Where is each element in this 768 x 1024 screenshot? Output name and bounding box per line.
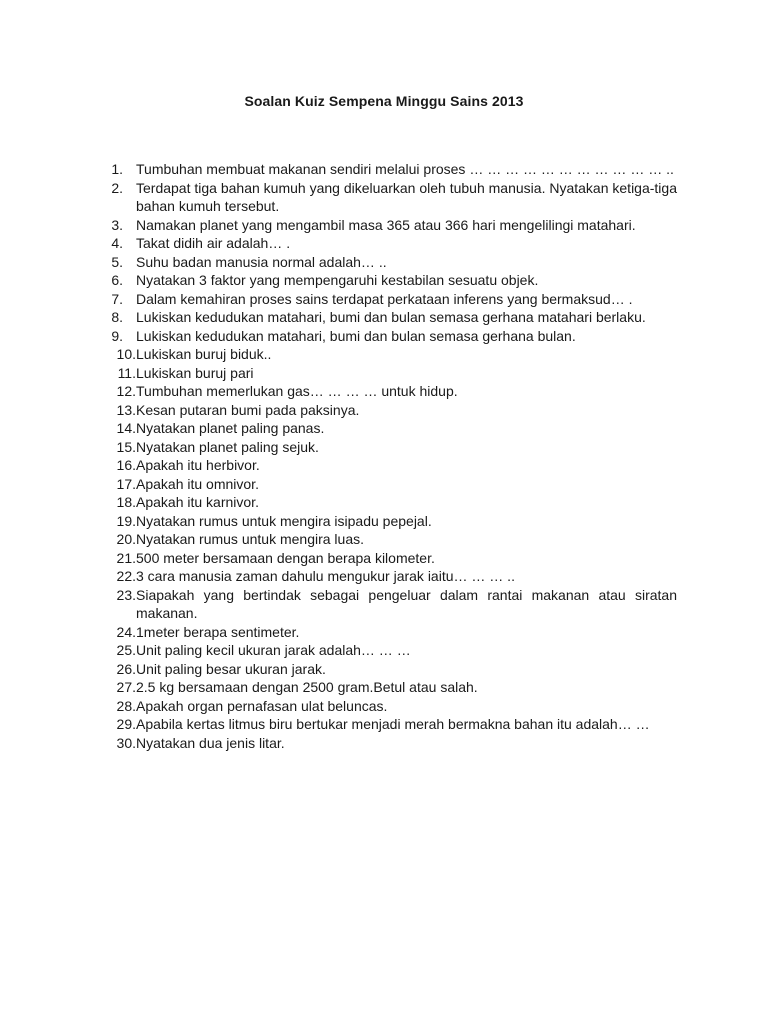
question-item [104, 623, 677, 642]
question-number: 19. [116, 512, 136, 529]
question-text: Dalam kemahiran proses sains terdapat perkataan inferens yang bermaksud… . [136, 290, 633, 307]
question-number: 6. [111, 272, 123, 288]
question-item [104, 401, 677, 420]
question-item [104, 419, 677, 438]
question-number: 14. [116, 420, 136, 436]
question-item [104, 271, 677, 290]
question-text: Nyatakan dua jenis litar. [136, 734, 285, 751]
question-item [104, 678, 677, 697]
question-item [104, 290, 677, 309]
question-number: 27. [116, 679, 136, 695]
question-number: 20. [116, 531, 136, 547]
question-number: 8. [111, 309, 123, 325]
question-number: 26. [116, 660, 136, 677]
question-text: Apakah itu herbivor. [136, 457, 260, 473]
question-text: Nyatakan planet paling panas. [136, 420, 325, 436]
question-number: 17. [116, 475, 136, 492]
question-number: 28. [116, 697, 136, 714]
question-number: 23. [116, 586, 136, 603]
question-number: 15. [116, 438, 136, 455]
question-text: 1meter berapa sentimeter. [136, 623, 300, 640]
question-item [104, 549, 677, 568]
question-number: 12. [116, 383, 136, 399]
question-text: Tumbuhan memerlukan gas… … … … untuk hidup. [136, 383, 458, 399]
question-text: Lukiskan kedudukan matahari, bumi dan bulan semasa gerhana bulan. [136, 327, 576, 344]
question-number: 3. [111, 216, 123, 233]
question-item [104, 456, 677, 475]
question-item [104, 641, 677, 660]
question-item [104, 715, 677, 734]
question-number: 7. [111, 290, 123, 307]
question-number: 4. [111, 235, 123, 251]
page-title: Soalan Kuiz Sempena Minggu Sains 2013 [244, 93, 524, 109]
question-item [104, 567, 677, 586]
question-item [104, 586, 677, 623]
question-text: Apakah itu omnivor. [136, 475, 259, 492]
question-item [104, 179, 677, 216]
question-text: Lukiskan kedudukan matahari, bumi dan bulan semasa gerhana matahari berlaku. [136, 309, 646, 325]
question-item [104, 216, 677, 235]
question-text: 500 meter bersamaan dengan berapa kilometer. [136, 549, 435, 566]
question-number: 13. [116, 401, 136, 418]
question-item [104, 734, 677, 753]
question-text: Kesan putaran bumi pada paksinya. [136, 401, 360, 418]
question-text: Unit paling besar ukuran jarak. [136, 660, 326, 677]
question-item [104, 308, 677, 327]
question-text: Apakah organ pernafasan ulat beluncas. [136, 697, 388, 714]
question-item [104, 530, 677, 549]
question-number: 21. [116, 549, 136, 566]
question-number: 18. [116, 494, 136, 510]
question-list [104, 160, 677, 752]
question-number: 5. [111, 253, 123, 270]
question-text: Apakah itu karnivor. [136, 494, 259, 510]
question-text: Lukiskan buruj pari [136, 364, 254, 381]
question-number: 16. [116, 457, 136, 473]
question-text: 2.5 kg bersamaan dengan 2500 gram.Betul atau salah. [136, 679, 478, 695]
question-text: Nyatakan rumus untuk mengira luas. [136, 531, 364, 547]
question-number: 1. [111, 161, 123, 177]
question-number: 22. [116, 568, 136, 584]
question-item [104, 253, 677, 272]
question-number: 24. [116, 623, 136, 640]
question-number: 2. [111, 179, 123, 196]
question-text: Suhu badan manusia normal adalah… .. [136, 253, 387, 270]
question-item [104, 327, 677, 346]
question-item [104, 493, 677, 512]
question-item [104, 382, 677, 401]
question-text: Nyatakan 3 faktor yang mempengaruhi kestabilan sesuatu objek. [136, 272, 539, 288]
question-text: Apabila kertas litmus biru bertukar menjadi merah bermakna bahan itu adalah… … [136, 716, 650, 732]
question-number: 10. [116, 346, 136, 362]
question-item [104, 512, 677, 531]
question-item [104, 345, 677, 364]
question-number: 9. [111, 327, 123, 344]
question-text: 3 cara manusia zaman dahulu mengukur jarak iaitu… … … .. [136, 568, 515, 584]
question-number: 25. [116, 642, 136, 658]
question-item [104, 160, 677, 179]
question-text: Tumbuhan membuat makanan sendiri melalui proses … … … … … … … … … … … .. [136, 161, 674, 177]
question-item [104, 234, 677, 253]
question-text: Nyatakan planet paling sejuk. [136, 438, 319, 455]
question-text: Namakan planet yang mengambil masa 365 atau 366 hari mengelilingi matahari. [136, 216, 636, 233]
question-item [104, 438, 677, 457]
question-text: Siapakah yang bertindak sebagai pengeluar dalam rantai makanan atau siratan makanan. [136, 586, 677, 621]
question-item [104, 697, 677, 716]
question-text: Unit paling kecil ukuran jarak adalah… … … [136, 642, 411, 658]
question-text: Takat didih air adalah… . [136, 235, 291, 251]
question-number: 30. [116, 734, 136, 751]
question-item [104, 475, 677, 494]
question-number: 29. [116, 716, 136, 732]
question-item [104, 364, 677, 383]
question-item [104, 660, 677, 679]
question-text: Lukiskan buruj biduk.. [136, 346, 272, 362]
question-text: Terdapat tiga bahan kumuh yang dikeluarkan oleh tubuh manusia. Nyatakan ketiga-tiga bahan kumuh tersebut. [136, 179, 677, 214]
question-number: 11. [117, 364, 136, 381]
question-text: Nyatakan rumus untuk mengira isipadu pepejal. [136, 512, 432, 529]
